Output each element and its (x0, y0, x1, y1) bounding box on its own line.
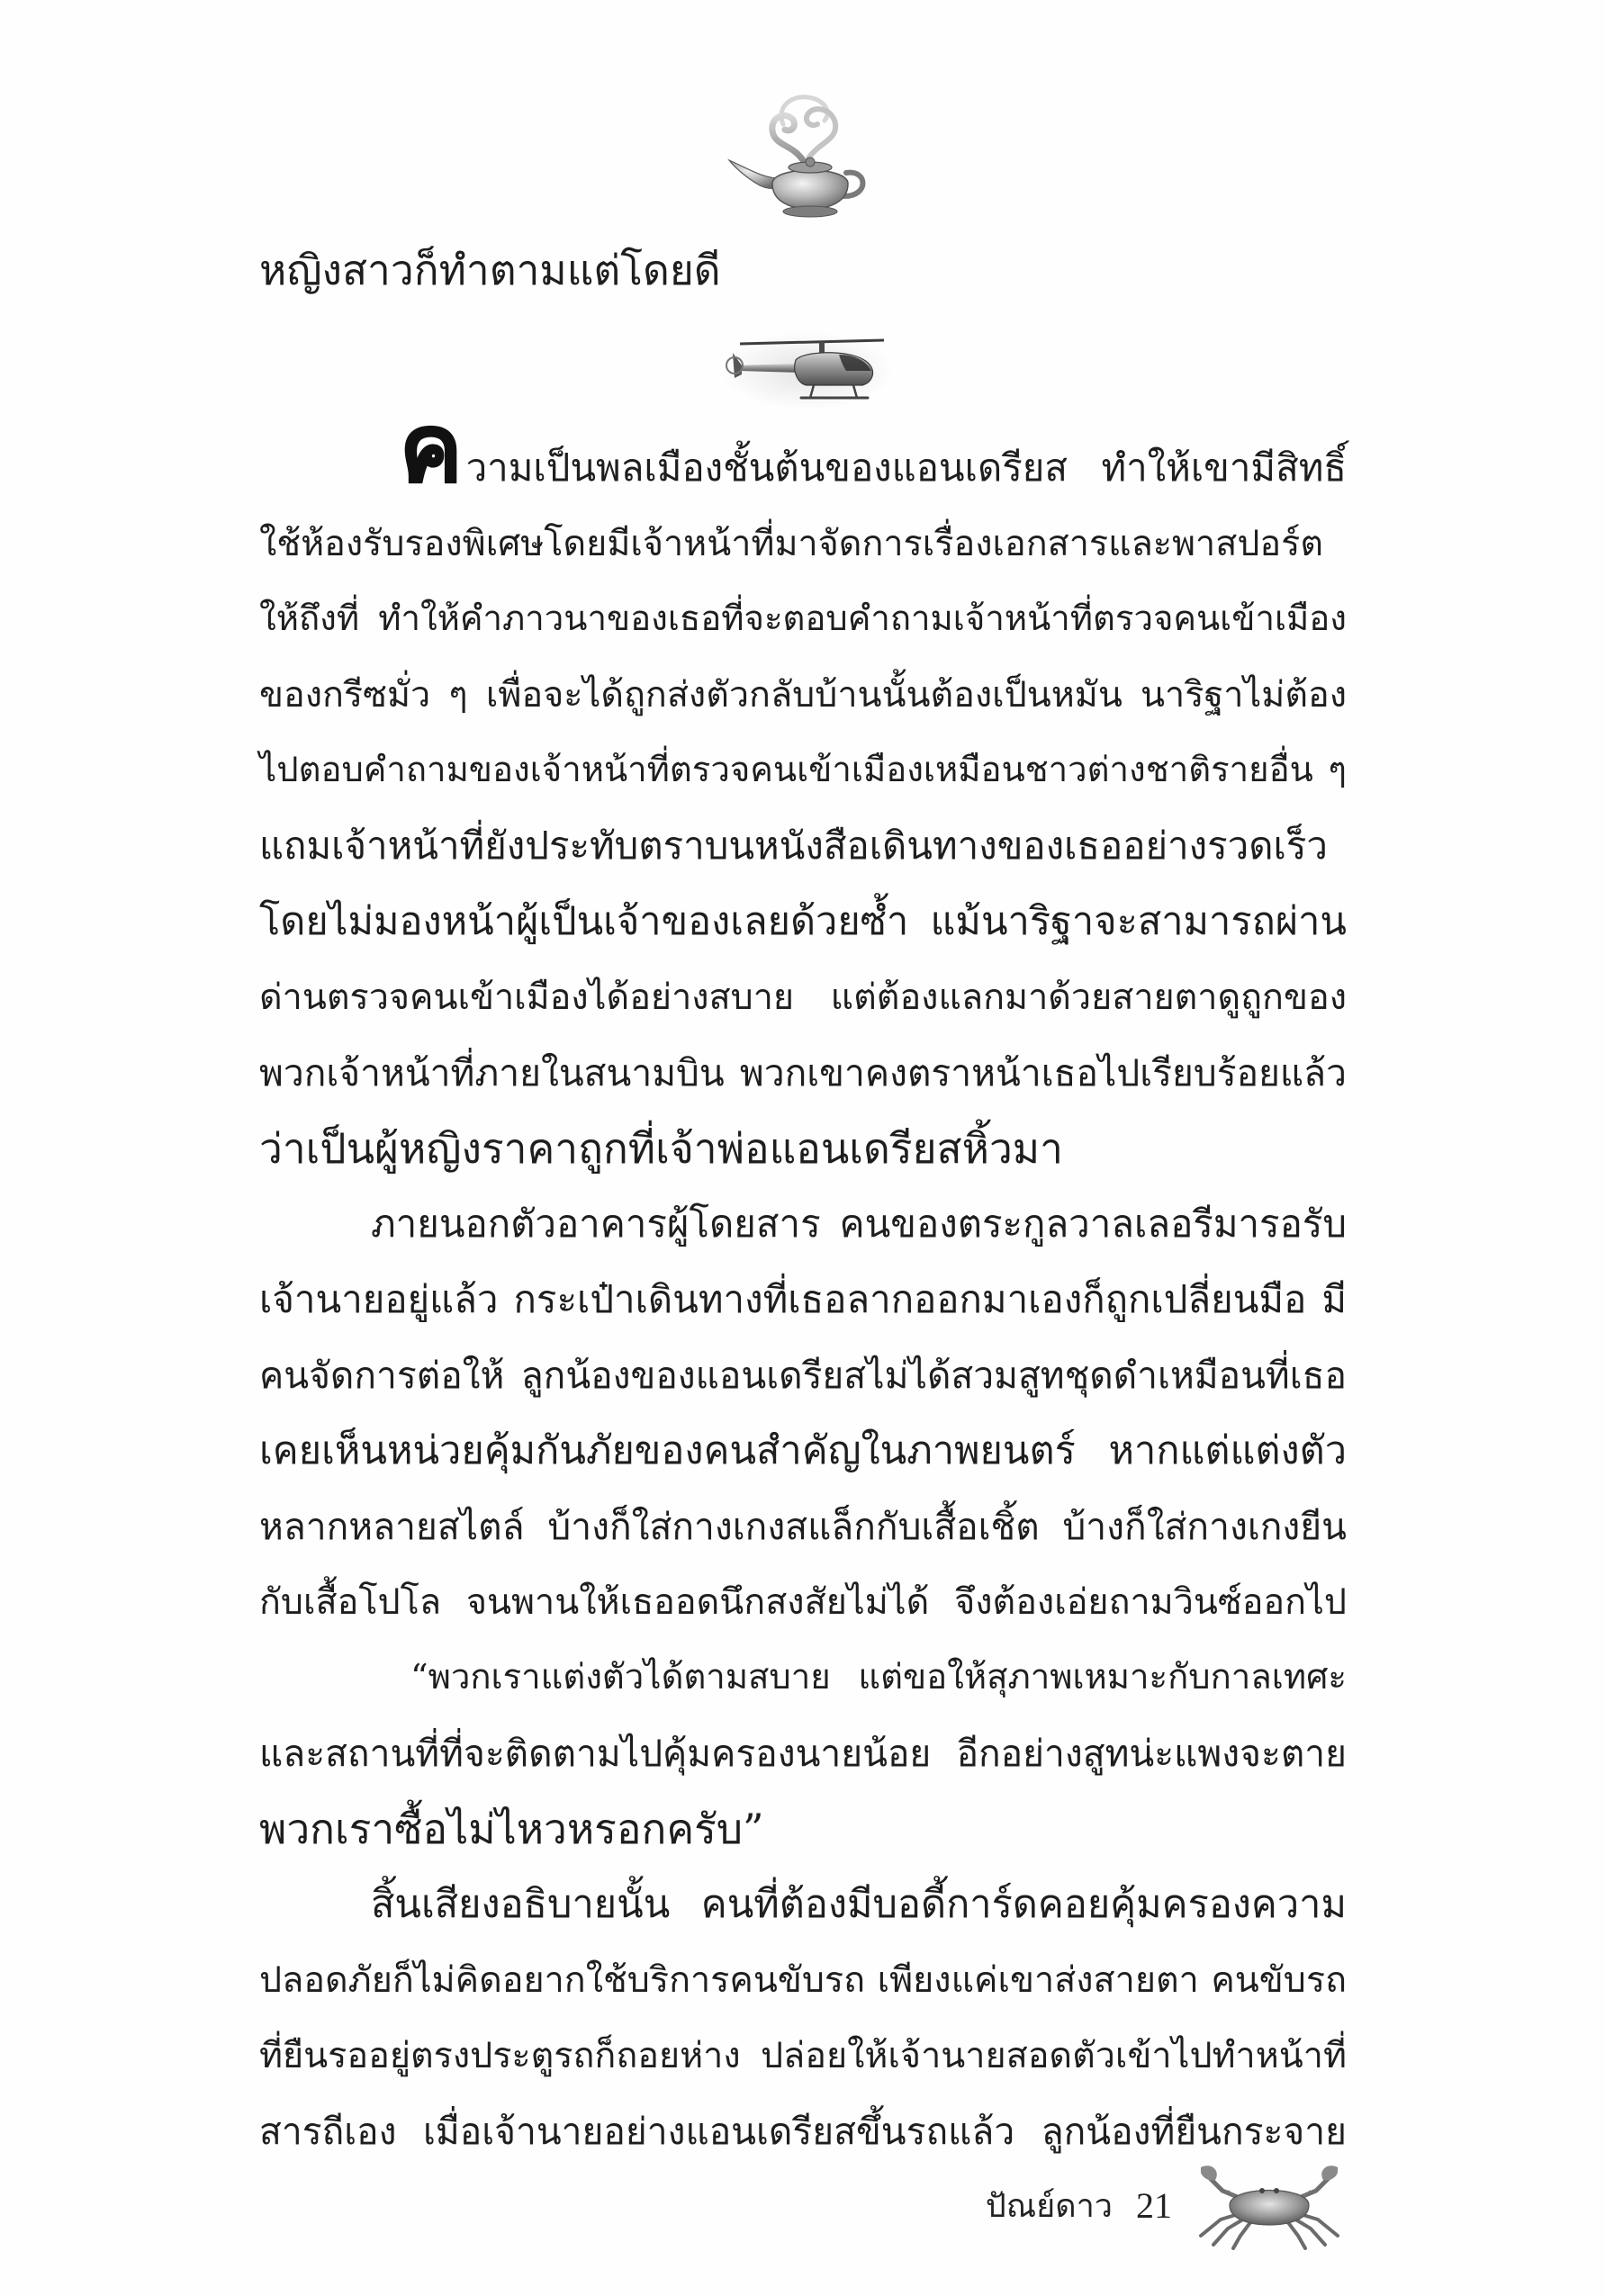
paragraph (259, 392, 1347, 1186)
text-line: “พวกเราแต่งตัวได้ตามสบาย แต่ขอให้สุภาพเหมาะกับกาลเทศะ (410, 1657, 1347, 1697)
paragraph (259, 1186, 1347, 1640)
drop-cap: ค (400, 392, 463, 503)
text-line: ให้ถึงที่ ทำให้คำภาวนาของเธอที่จะตอบคำถามเจ้าหน้าที่ตรวจคนเข้าเมือง (259, 599, 1347, 639)
paragraph (259, 1867, 1347, 2169)
helicopter-icon (713, 324, 893, 410)
text-line: หลากหลายสไตล์ บ้างก็ใส่กางเกงสแล็กกับเสื้อเชิ้ต บ้างก็ใส่กางเกงยีน (259, 1505, 1347, 1548)
helicopter-icon-graphic (713, 324, 893, 410)
teapot-icon (720, 88, 882, 223)
text-line: ปลอดภัยก็ไม่คิดอยากใช้บริการคนขับรถ เพียงแค่เขาส่งสายตา คนขับรถ (259, 1959, 1347, 2001)
text-line: ใช้ห้องรับรองพิเศษโดยมีเจ้าหน้าที่มาจัดการเรื่องเอกสารและพาสปอร์ต (259, 523, 1324, 564)
text-line: ของกรีซมั่ว ๆ เพื่อจะได้ถูกส่งตัวกลับบ้านนั้นต้องเป็นหมัน นาริฐาไม่ต้อง (259, 674, 1347, 716)
story-text (259, 392, 1347, 2169)
page-number: 21 (1136, 2184, 1172, 2226)
crab-icon (1188, 2160, 1350, 2250)
text-line: กับเสื้อโปโล จนพานให้เธออดนึกสงสัยไม่ได้ จึงต้องเอ่ยถามวินซ์ออกไป (259, 1581, 1347, 1623)
text-line: แถมเจ้าหน้าที่ยังประทับตราบนหนังสือเดินทางของเธออย่างรวดเร็ว (259, 824, 1328, 868)
text-line: คนจัดการต่อให้ ลูกน้องของแอนเดรียสไม่ได้สวมสูทชุดดำเหมือนที่เธอ (259, 1354, 1347, 1397)
text-line: พวกเราซื้อไม่ไหวหรอกครับ” (259, 1805, 764, 1853)
text-line: โดยไม่มองหน้าผู้เป็นเจ้าของเลยด้วยซ้ำ แม้นาริฐาจะสามารถผ่าน (259, 899, 1347, 944)
crab-icon-graphic (1188, 2160, 1350, 2250)
text-line: ว่าเป็นผู้หญิงราคาถูกที่เจ้าพ่อแอนเดรียสหิ้วมา (259, 1124, 1063, 1173)
page-footer (900, 2158, 1350, 2252)
text-line-content: วามเป็นพลเมืองชั้นต้นของแอนเดรียส ทำให้เขามีสิทธิ์ (465, 446, 1347, 490)
text-line: เคยเห็นหน่วยคุ้มกันภัยของคนสำคัญในภาพยนตร์ หากแต่แต่งตัว (259, 1428, 1347, 1473)
text-line: ภายนอกตัวอาคารผู้โดยสาร คนของตระกูลวาลเลอรีมารอรับ (371, 1202, 1347, 1246)
text-line (259, 392, 1347, 506)
author-name: ปัณย์ดาว (985, 2187, 1113, 2225)
teapot-icon-graphic (720, 88, 882, 223)
opening-line: หญิงสาวก็ทำตามแต่โดยดี (259, 246, 721, 294)
text-line: และสถานที่ที่จะติดตามไปคุ้มครองนายน้อย อีกอย่างสูทน่ะแพงจะตาย (259, 1732, 1347, 1775)
paragraph (259, 1640, 1347, 1867)
text-line: สิ้นเสียงอธิบายนั้น คนที่ต้องมีบอดี้การ์ดคอยคุ้มครองความ (371, 1882, 1347, 1927)
text-line: สารถีเอง เมื่อเจ้านายอย่างแอนเดรียสขึ้นรถแล้ว ลูกน้องที่ยืนกระจาย (259, 2110, 1347, 2153)
text-line: เจ้านายอยู่แล้ว กระเป๋าเดินทางที่เธอลากออกมาเองก็ถูกเปลี่ยนมือ มี (259, 1277, 1347, 1321)
text-line: ที่ยืนรออยู่ตรงประตูรถก็ถอยห่าง ปล่อยให้เจ้านายสอดตัวเข้าไปทำหน้าที่ (259, 2035, 1347, 2076)
text-line: พวกเจ้าหน้าที่ภายในสนามบิน พวกเขาคงตราหน้าเธอไปเรียบร้อยแล้ว (259, 1051, 1347, 1094)
text-line: ไปตอบคำถามของเจ้าหน้าที่ตรวจคนเข้าเมืองเหมือนชาวต่างชาติรายอื่น ๆ (259, 750, 1347, 790)
text-line: ด่านตรวจคนเข้าเมืองได้อย่างสบาย แต่ต้องแลกมาด้วยสายตาดูถูกของ (259, 977, 1347, 1018)
